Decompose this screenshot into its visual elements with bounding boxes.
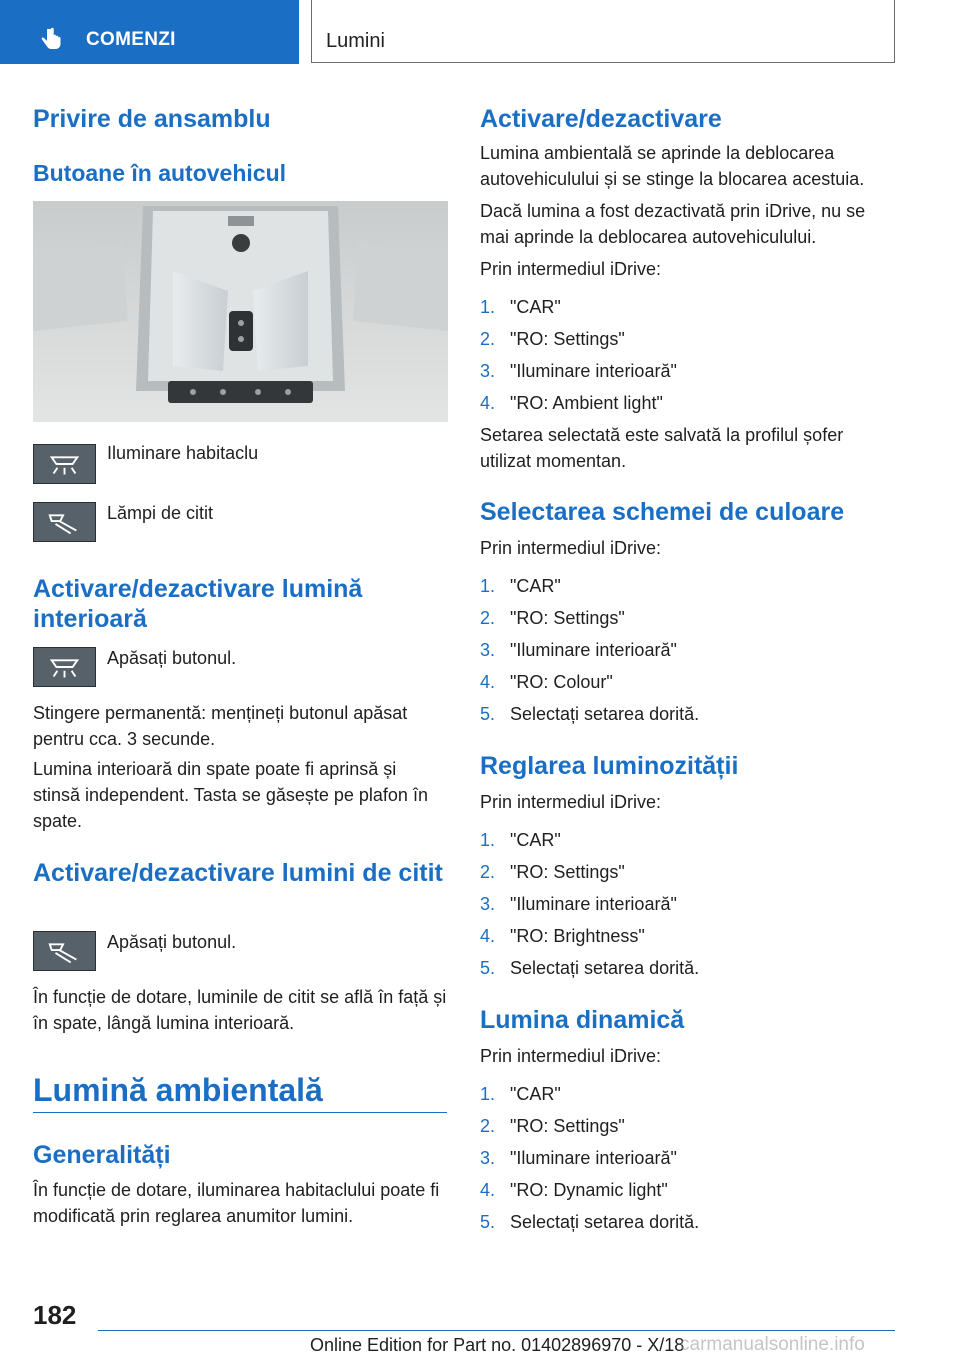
roof-console-illustration	[33, 201, 448, 422]
reading-press-text: Apăsați butonul.	[107, 932, 237, 952]
section-title: Lumini	[326, 30, 385, 52]
activate-steps	[480, 294, 895, 422]
interior-press-text: Apăsați butonul.	[107, 648, 237, 668]
heading-activate: Activare/dezactivare	[480, 105, 722, 133]
footer-divider	[98, 1330, 895, 1331]
interior-paragraph-1: Stingere permanentă: mențineți butonul apăsat pentru cca. 3 secunde.	[33, 703, 408, 749]
interior-paragraph-2: Lumina interioară din spate poate fi aprinsă și stinsă independent. Tasta se găsește pe plafon în spate.	[33, 759, 428, 831]
hand-pointer-icon	[38, 26, 64, 52]
list-item: 4. "RO: Colour"	[480, 672, 613, 692]
color-paragraph: Prin intermediul iDrive:	[480, 538, 662, 558]
interior-light-icon	[33, 444, 96, 484]
list-item: 5. Selectați setarea dorită.	[480, 704, 700, 724]
roof-console-photo	[33, 201, 448, 422]
heading-color-scheme: Selectarea schemei de culoare	[480, 498, 845, 526]
list-item: 5. Selectați setarea dorită.	[480, 1212, 700, 1232]
list-item: 1. "CAR"	[480, 1084, 561, 1104]
heading-ambient-light: Lumină ambientală	[33, 1072, 323, 1108]
list-item: 3. "Iluminare interioară"	[480, 1148, 677, 1168]
brightness-steps	[480, 827, 895, 987]
list-item: 2. "RO: Settings"	[480, 1116, 625, 1136]
general-paragraph: În funcție de dotare, iluminarea habitaclului poate fi modificată prin reglarea anumitor lumini.	[33, 1180, 440, 1226]
list-item: 2. "RO: Settings"	[480, 862, 625, 882]
list-item: 3. "Iluminare interioară"	[480, 894, 677, 914]
list-item: 1. "CAR"	[480, 830, 561, 850]
list-item: 1. "CAR"	[480, 297, 561, 317]
icon-label-interior: Iluminare habitaclu	[107, 443, 259, 463]
dynamic-steps	[480, 1081, 895, 1241]
activate-paragraph-1: Lumina ambientală se aprinde la deblocarea autovehiculului și se stinge la blocarea acestuia.	[480, 143, 865, 189]
section-header	[311, 0, 895, 63]
list-item: 3. "Iluminare interioară"	[480, 361, 677, 381]
list-item: 4. "RO: Dynamic light"	[480, 1180, 668, 1200]
chapter-tab[interactable]	[0, 0, 299, 64]
list-item: 4. "RO: Ambient light"	[480, 393, 663, 413]
reading-paragraph-1: În funcție de dotare, luminile de citit se află în față și în spate, lângă lumina interioară.	[33, 987, 447, 1033]
heading-buttons: Butoane în autovehicul	[33, 160, 287, 186]
heading-reading-lights: Activare/dezactivare lumini de citit	[33, 859, 443, 887]
edition-text: Online Edition for Part no. 01402896970 - X/18	[310, 1335, 685, 1355]
icon-label-reading: Lămpi de citit	[107, 503, 214, 523]
watermark: carmanualsonline.info	[680, 1334, 865, 1355]
heading-general: Generalități	[33, 1141, 171, 1169]
reading-lamp-button-icon	[33, 931, 96, 971]
dynamic-paragraph: Prin intermediul iDrive:	[480, 1046, 662, 1066]
chapter-tab-label: COMENZI	[86, 29, 176, 50]
color-steps	[480, 573, 895, 733]
list-item: 5. Selectați setarea dorită.	[480, 958, 700, 978]
heading-brightness: Reglarea luminozității	[480, 752, 739, 780]
list-item: 4. "RO: Brightness"	[480, 926, 645, 946]
interior-light-button-icon	[33, 647, 96, 687]
brightness-paragraph: Prin intermediul iDrive:	[480, 792, 662, 812]
activate-paragraph-4: Setarea selectată este salvată la profilul șofer utilizat momentan.	[480, 425, 844, 471]
reading-lamp-icon	[33, 502, 96, 542]
list-item: 3. "Iluminare interioară"	[480, 640, 677, 660]
heading-overview: Privire de ansamblu	[33, 105, 271, 133]
list-item: 1. "CAR"	[480, 576, 561, 596]
activate-paragraph-3: Prin intermediul iDrive:	[480, 259, 662, 279]
heading-dynamic-light: Lumina dinamică	[480, 1006, 685, 1034]
activate-paragraph-2: Dacă lumina a fost dezactivată prin iDrive, nu se mai aprinde la deblocarea autovehiculului.	[480, 201, 866, 247]
page-number: 182	[33, 1300, 77, 1330]
list-item: 2. "RO: Settings"	[480, 329, 625, 349]
heading-interior-light: Activare/dezactivare lumină interioară	[33, 575, 363, 633]
list-item: 2. "RO: Settings"	[480, 608, 625, 628]
section-divider	[33, 1112, 447, 1113]
